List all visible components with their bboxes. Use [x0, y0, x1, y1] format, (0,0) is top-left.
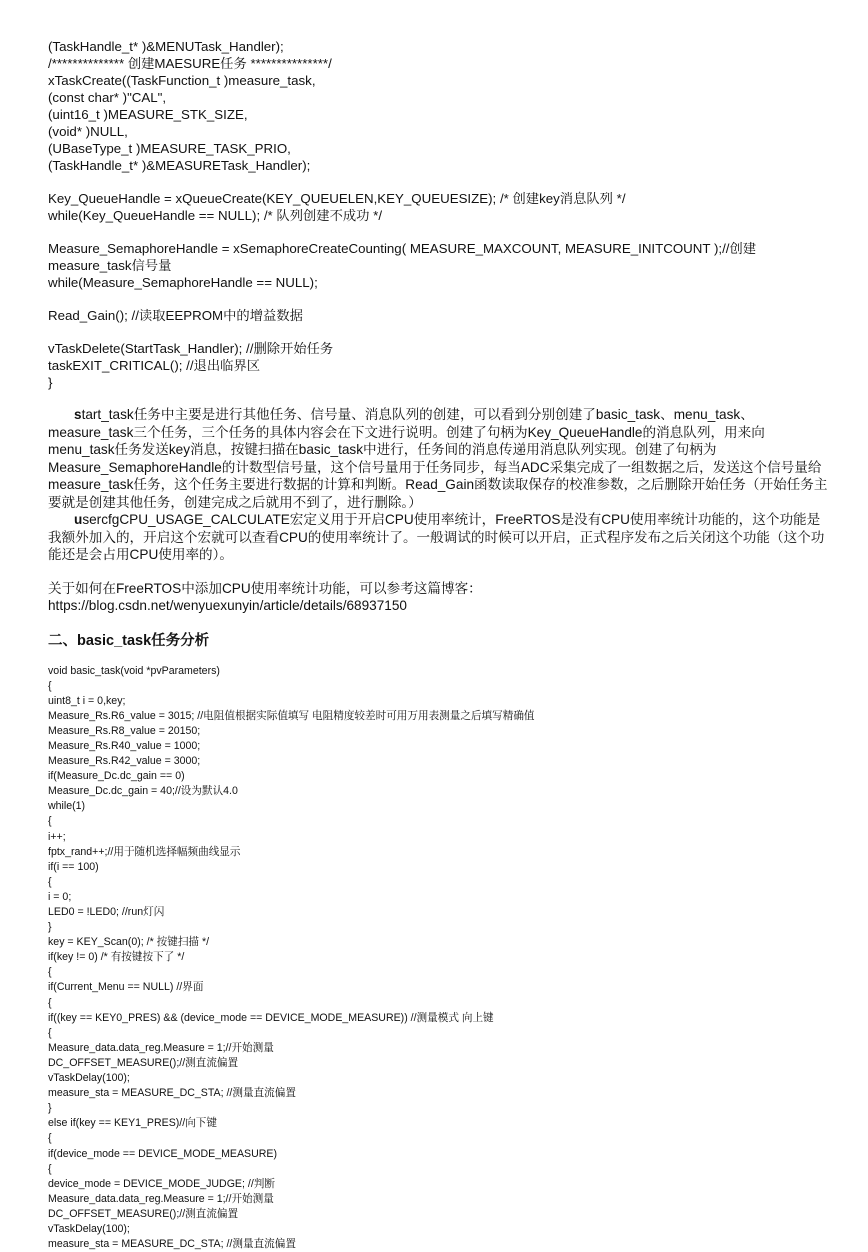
code-line: fptx_rand++;//用于随机选择幅频曲线显示 — [48, 845, 828, 860]
code-line: measure_sta = MEASURE_DC_STA; //测量直流偏置 — [48, 1237, 828, 1252]
code-line: Measure_Rs.R6_value = 3015; //电阻值根据实际值填写 电阻精度较差时可用万用表测量之后填写精确值 — [48, 709, 828, 724]
code-line: (uint16_t )MEASURE_STK_SIZE, — [48, 106, 828, 123]
reference-link[interactable]: https://blog.csdn.net/wenyuexunyin/article/details/68937150 — [48, 597, 828, 615]
code-line: while(Measure_SemaphoreHandle == NULL); — [48, 274, 828, 291]
code-line: i = 0; — [48, 890, 828, 905]
code-line: { — [48, 875, 828, 890]
reference-block — [48, 580, 828, 615]
code-line: } — [48, 374, 828, 391]
code-line: if(key != 0) /* 有按键按下了 */ — [48, 950, 828, 965]
code-line: vTaskDelete(StartTask_Handler); //删除开始任务 — [48, 340, 828, 357]
code-line: Measure_Rs.R8_value = 20150; — [48, 724, 828, 739]
code-line: (TaskHandle_t* )&MENUTask_Handler); — [48, 38, 828, 55]
code-line: DC_OFFSET_MEASURE();//测直流偏置 — [48, 1056, 828, 1071]
code-line: { — [48, 1026, 828, 1041]
code-line: Measure_SemaphoreHandle = xSemaphoreCreateCounting( MEASURE_MAXCOUNT, MEASURE_INITCOUNT );//创建 — [48, 240, 828, 257]
code-line: if(Current_Menu == NULL) //界面 — [48, 980, 828, 995]
code-line: /************** 创建MAESURE任务 ***************/ — [48, 55, 828, 72]
reference-text: 关于如何在FreeRTOS中添加CPU使用率统计功能，可以参考这篇博客： — [48, 580, 828, 598]
code-line: if((key == KEY0_PRES) && (device_mode == DEVICE_MODE_MEASURE)) //测量模式 向上键 — [48, 1011, 828, 1026]
document-page — [48, 38, 828, 1252]
code-line: (TaskHandle_t* )&MEASURETask_Handler); — [48, 157, 828, 174]
explanation-section — [48, 406, 828, 564]
code-line: xTaskCreate((TaskFunction_t )measure_task, — [48, 72, 828, 89]
code-line: device_mode = DEVICE_MODE_JUDGE; //判断 — [48, 1177, 828, 1192]
code-line: } — [48, 920, 828, 935]
code-line: Measure_data.data_reg.Measure = 1;//开始测量 — [48, 1192, 828, 1207]
code-line: (void* )NULL, — [48, 123, 828, 140]
code-line: key = KEY_Scan(0); /* 按键扫描 */ — [48, 935, 828, 950]
code-line: while(Key_QueueHandle == NULL); /* 队列创建不成功 */ — [48, 207, 828, 224]
code-line: { — [48, 1162, 828, 1177]
code-line: if(i == 100) — [48, 860, 828, 875]
code-line: } — [48, 1101, 828, 1116]
code-line: measure_sta = MEASURE_DC_STA; //测量直流偏置 — [48, 1086, 828, 1101]
code-line: vTaskDelay(100); — [48, 1071, 828, 1086]
code-block-top — [48, 38, 828, 391]
code-line: (UBaseType_t )MEASURE_TASK_PRIO, — [48, 140, 828, 157]
code-line: if(Measure_Dc.dc_gain == 0) — [48, 769, 828, 784]
code-line: Measure_Rs.R40_value = 1000; — [48, 739, 828, 754]
code-line: Read_Gain(); //读取EEPROM中的增益数据 — [48, 307, 828, 324]
code-line: Measure_data.data_reg.Measure = 1;//开始测量 — [48, 1041, 828, 1056]
code-line: vTaskDelay(100); — [48, 1222, 828, 1237]
code-line: { — [48, 996, 828, 1011]
code-line: uint8_t i = 0,key; — [48, 694, 828, 709]
code-line: { — [48, 814, 828, 829]
code-line: Measure_Dc.dc_gain = 40;//设为默认4.0 — [48, 784, 828, 799]
code-line: LED0 = !LED0; //run灯闪 — [48, 905, 828, 920]
code-line: Key_QueueHandle = xQueueCreate(KEY_QUEUELEN,KEY_QUEUESIZE); /* 创建key消息队列 */ — [48, 190, 828, 207]
code-line: { — [48, 965, 828, 980]
code-line: void basic_task(void *pvParameters) — [48, 664, 828, 679]
code-line: i++; — [48, 830, 828, 845]
section-heading: 二、basic_task任务分析 — [48, 629, 828, 650]
paragraph-cpu-usage: usercfgCPU_USAGE_CALCULATE宏定义用于开启CPU使用率统计，FreeRTOS是没有CPU使用率统计功能的，这个功能是我额外加入的，开启这个宏就可以查看CPU的使用率统计了。一般调试的时候可以开启，正式程序发布之后关闭这个功能（这个功能还是会占用CPU使用率的）。 — [48, 511, 828, 564]
paragraph-start-task: start_task任务中主要是进行其他任务、信号量、消息队列的创建，可以看到分别创建了basic_task、menu_task、measure_task三个任务，三个任务的具体内容会在下文进行说明。创建了句柄为Key_QueueHandle的消息队列，用来向menu_task任务发送key消息，按键扫描在basic_task中进行，任务间的消息传递用消息队列实现。创建了句柄为Measure_SemaphoreHandle的计数型信号量，这个信号量用于任务同步，每当ADC采集完成了一组数据之后，发送这个信号量给measure_task任务，这个任务主要进行数据的计算和判断。Read_Gain函数读取保存的校准参数，之后删除开始任务（开始任务主要就是创建其他任务，创建完成之后就用不到了，进行删除。） — [48, 406, 828, 511]
code-line: taskEXIT_CRITICAL(); //退出临界区 — [48, 357, 828, 374]
code-line: { — [48, 679, 828, 694]
code-line: if(device_mode == DEVICE_MODE_MEASURE) — [48, 1147, 828, 1162]
code-line: (const char* )"CAL", — [48, 89, 828, 106]
code-line: { — [48, 1131, 828, 1146]
code-line: Measure_Rs.R42_value = 3000; — [48, 754, 828, 769]
code-line: while(1) — [48, 799, 828, 814]
code-block-basic-task — [48, 664, 828, 1252]
code-line: else if(key == KEY1_PRES)//向下键 — [48, 1116, 828, 1131]
code-line: DC_OFFSET_MEASURE();//测直流偏置 — [48, 1207, 828, 1222]
code-line: measure_task信号量 — [48, 257, 828, 274]
